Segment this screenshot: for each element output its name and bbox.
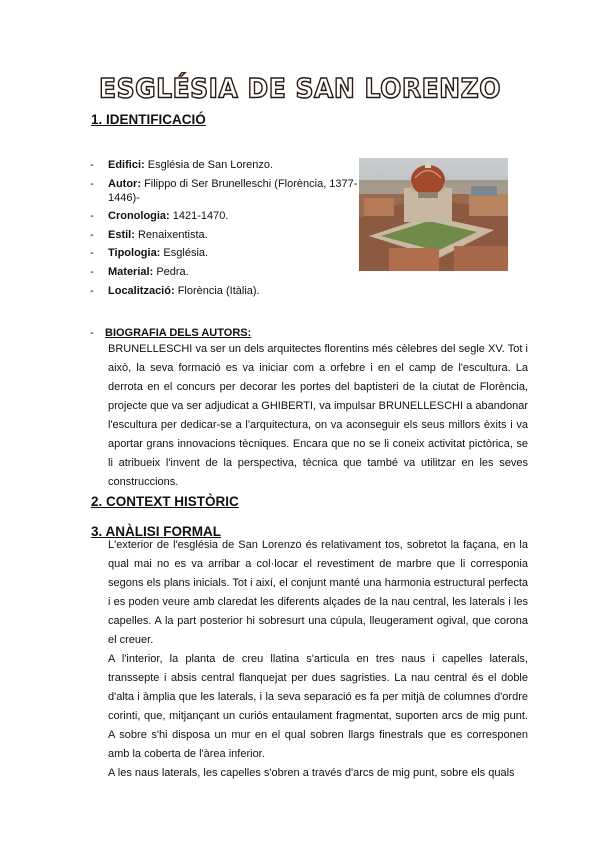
section-heading-formal: 3. ANÀLISI FORMAL <box>91 524 221 539</box>
fact-cronologia <box>90 209 358 223</box>
fact-value: Florència (Itàlia). <box>177 284 260 297</box>
fact-label: Autor: <box>108 177 141 190</box>
biography-paragraph: BRUNELLESCHI va ser un dels arquitectes florentins més cèlebres del segle XV. Tot i això, la seva formació es va iniciar com a orfebre i en el camp de l'escultura. La derrota en el concurs per decorar les portes del baptisteri de la ciutat de Florència, projecte que va ser adjudicat a GHIBERTI, va impulsar BRUNELLESCHI a abandonar l'escultura per dedicar-se a l'arquitectura, on va aconseguir els seus millors èxits i va aportar grans innovacions tècniques. Encara que no se li coneix activitat pictòrica, se li atribueix l'invent de la perspectiva, tècnica que també va utilitzar en les seves construccions. <box>108 343 528 488</box>
fact-value: Església. <box>163 247 209 260</box>
fact-autor <box>90 177 358 205</box>
fact-material <box>90 265 358 279</box>
section-heading-context: 2. CONTEXT HISTÒRIC <box>91 494 239 509</box>
facts-list <box>90 158 358 302</box>
list-dash: - <box>90 327 94 339</box>
basilica-aerial-illustration <box>359 158 508 271</box>
fact-estil <box>90 228 358 242</box>
formal-paragraph-2: A l'interior, la planta de creu llatina s'articula en tres naus i capelles laterals, transsepte i absis central flanquejat per dues sagristies. La nau central és el doble d'alta i àmplia que les laterals, i la seva separació es fa per mitjà de columnes d'ordre corinti, que, mitjançant un curiós entaulament fragmentat, suporten arcs de mig punt. A sobre s'hi disposa un mur en el qual sobren llargs finestrals que es corresponen amb la coberta de l'àrea inferior. <box>108 653 528 760</box>
fact-label: Tipologia: <box>108 247 161 260</box>
fact-value: Filippo di Ser Brunelleschi (Florència, 1377-1446)- <box>108 177 358 204</box>
section-heading-identificacio: 1. IDENTIFICACIÓ <box>91 112 206 127</box>
fact-value: 1421-1470. <box>172 210 229 223</box>
formal-paragraph-1: L'exterior de l'església de San Lorenzo és relativament tos, sobretot la façana, en la qual mai no es va arribar a col·locar el revestiment de marbre que li corresponia segons els plans inicials. Tot i així, el conjunt manté una harmonia estructural perfecta i es poden veure amb claredat les diferents alçades de la nau central, les laterals i les capelles. A la part posterior hi sobresurt una cúpula, lleugerament ogival, que corona el creuer. <box>108 539 528 646</box>
fact-localitzacio <box>90 284 358 298</box>
biography-heading <box>90 327 251 339</box>
fact-value: Pedra. <box>156 265 189 278</box>
fact-value: Església de San Lorenzo. <box>147 159 274 171</box>
fact-label: Localització: <box>108 284 175 297</box>
biography-heading-label: BIOGRAFIA DELS AUTORS: <box>105 327 252 339</box>
fact-label: Material: <box>108 265 154 278</box>
formal-paragraph-3: A les naus laterals, les capelles s'obren a través d'arcs de mig punt, sobre els quals <box>108 767 515 779</box>
fact-value: Renaixentista. <box>137 228 208 241</box>
fact-edifici <box>90 158 358 172</box>
fact-label: Estil: <box>108 228 135 241</box>
basilica-aerial-photo <box>359 158 508 271</box>
fact-tipologia <box>90 246 358 260</box>
fact-label: Cronologia: <box>108 210 170 223</box>
fact-label: Edifici: <box>108 159 145 171</box>
page-title: ESGLÉSIA DE SAN LORENZO <box>99 73 501 104</box>
